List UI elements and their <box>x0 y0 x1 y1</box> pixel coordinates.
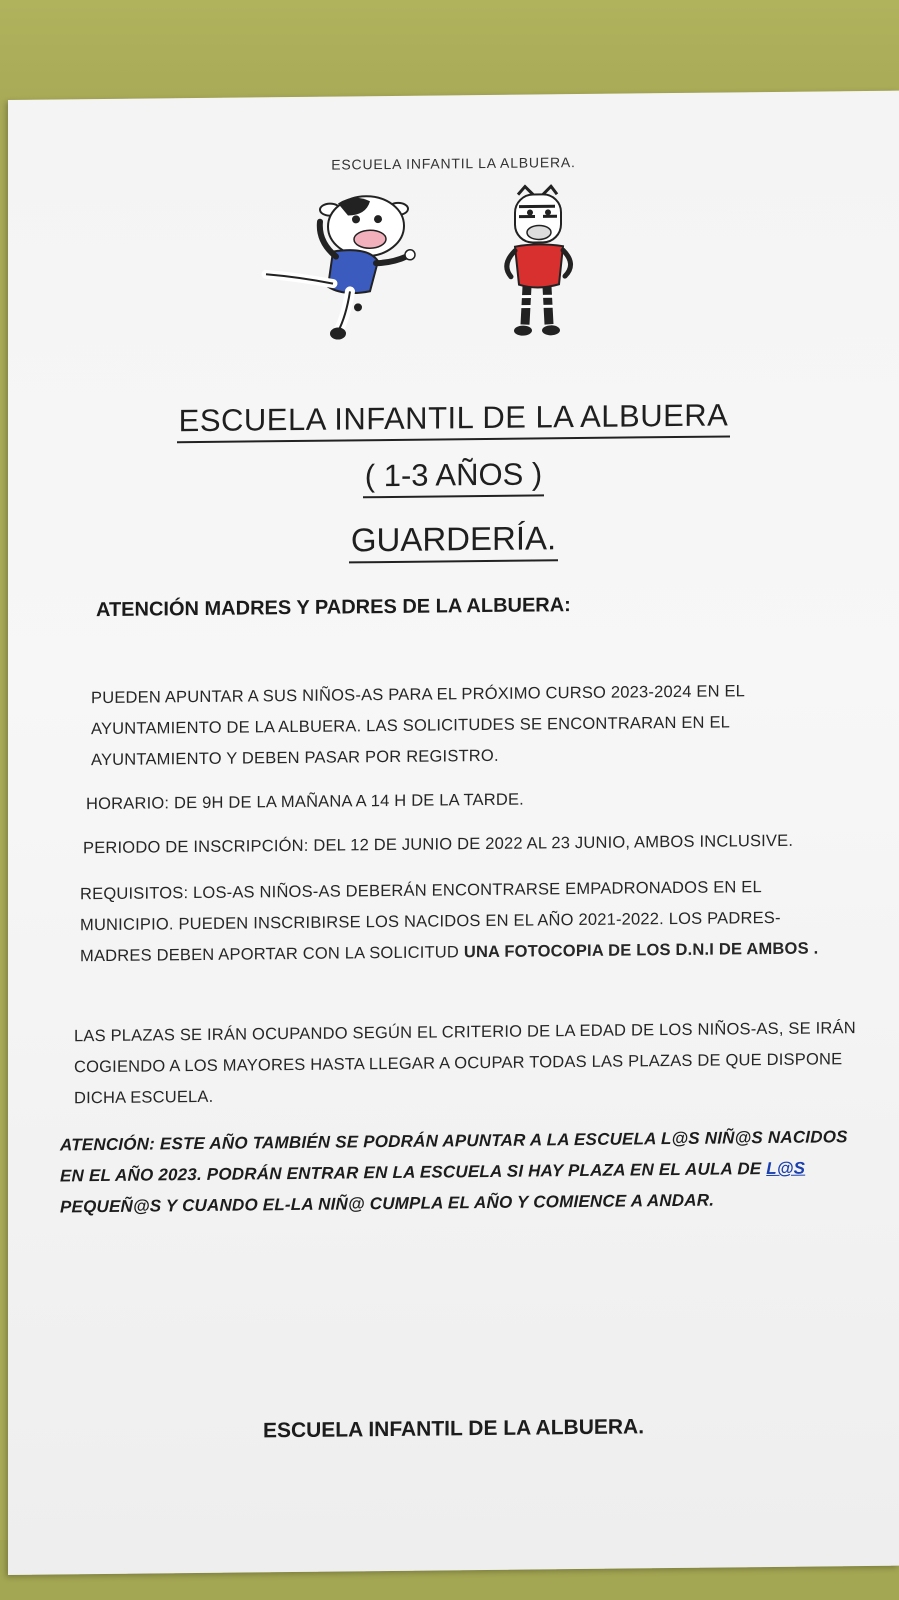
places-paragraph: LAS PLAZAS SE IRÁN OCUPANDO SEGÚN EL CRITERIO DE LA EDAD DE LOS NIÑOS-AS, SE IRÁN COGIENDO A LOS MAYORES HASTA LLEGAR A OCUPAR TODAS LAS PLAZAS DE QUE DISPONE DICHA ESCUELA. <box>74 1019 856 1108</box>
type-title: GUARDERÍA. <box>8 516 899 567</box>
notice-sheet <box>8 91 899 1575</box>
zebra-mascot-icon <box>493 184 583 340</box>
schedule-paragraph: HORARIO: DE 9H DE LA MAÑANA A 14 H DE LA TARDE. <box>86 790 524 814</box>
school-header: ESCUELA INFANTIL LA ALBUERA. <box>331 154 576 173</box>
requirements-paragraph <box>80 871 840 972</box>
period-paragraph: PERIODO DE INSCRIPCIÓN: DEL 12 DE JUNIO DE 2022 AL 23 JUNIO, AMBOS INCLUSIVE. <box>83 831 794 858</box>
requirements-text: REQUISITOS: LOS-AS NIÑOS-AS DEBERÁN ENCONTRARSE EMPADRONADOS EN EL MUNICIPIO. PUEDEN INSCRIBIRSE LOS NACIDOS EN EL AÑO 2021-2022. LOS PADRES-MADRES DEBEN APORTAR CON LA SOLICITUD <box>80 878 781 966</box>
notice-text-part2: PEQUEÑ@S Y CUANDO EL-LA NIÑ@ CUMPLA EL AÑO Y COMIENCE A ANDAR. <box>60 1190 715 1217</box>
notice-link[interactable]: L@S <box>766 1158 806 1179</box>
enrollment-paragraph: PUEDEN APUNTAR A SUS NIÑOS-AS PARA EL PRÓXIMO CURSO 2023-2024 EN EL AYUNTAMIENTO DE LA ALBUERA. LAS SOLICITUDES SE ENCONTRARAN EN EL AYUNTAMIENTO Y DEBEN PASAR POR REGISTRO. <box>91 682 745 770</box>
attention-heading: ATENCIÓN MADRES Y PADRES DE LA ALBUERA: <box>96 594 571 622</box>
requirements-bold-text: UNA FOTOCOPIA DE LOS D.N.I DE AMBOS . <box>463 939 819 962</box>
cow-mascot-icon <box>258 191 418 343</box>
footer-signature: ESCUELA INFANTIL DE LA ALBUERA. <box>262 1415 645 1443</box>
notice-paragraph <box>60 1121 860 1222</box>
age-range-title: ( 1-3 AÑOS ) <box>8 453 899 502</box>
notice-text-part1: ATENCIÓN: ESTE AÑO TAMBIÉN SE PODRÁN APUNTAR A LA ESCUELA L@S NIÑ@S NACIDOS EN EL AÑO 2023. PODRÁN ENTRAR EN LA ESCUELA SI HAY PLAZA EN EL AULA DE <box>60 1127 848 1186</box>
main-title: ESCUELA INFANTIL DE LA ALBUERA <box>8 396 899 445</box>
